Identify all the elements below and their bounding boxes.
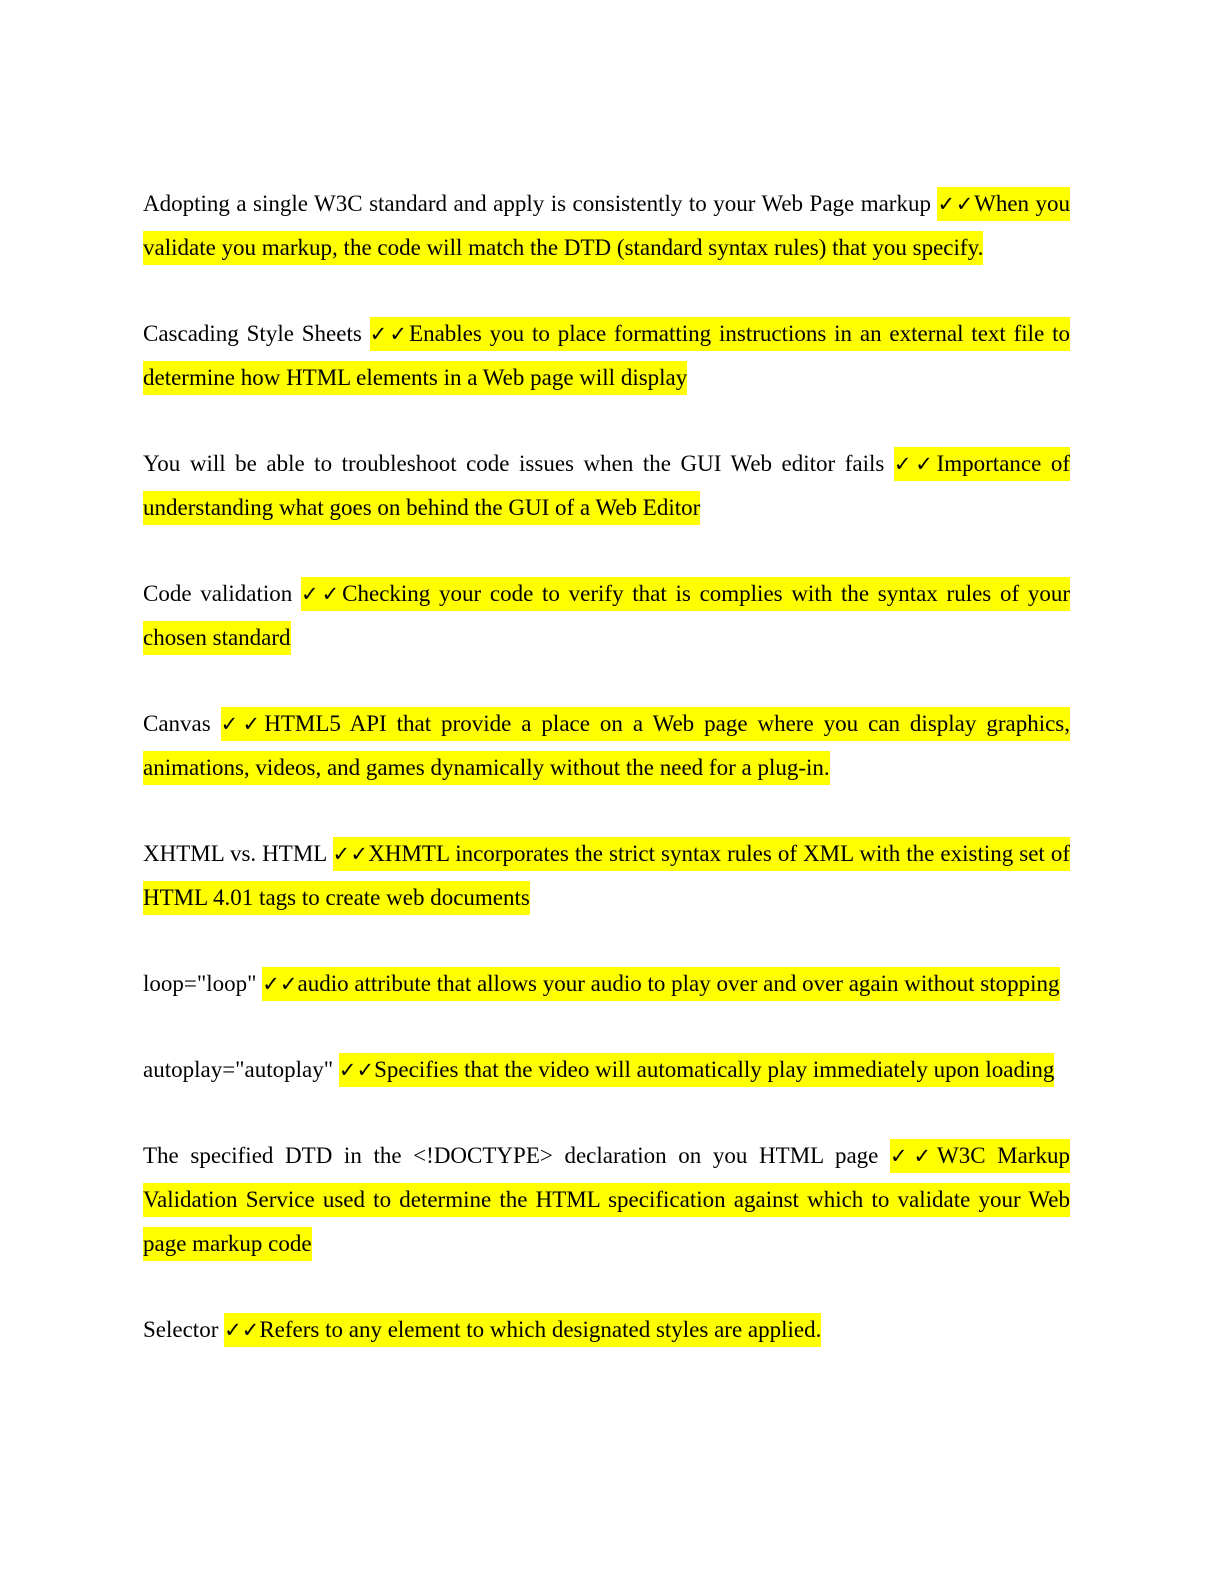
entry-definition: HTML5 API that provide a place on a Web page where you can display graphics, animations, videos, and games dynamically without the need for a plug-in.: [143, 711, 1070, 780]
entry-definition: W3C Markup Validation Service used to determine the HTML specification against which to validate your Web page markup code: [143, 1143, 1070, 1256]
check-mark-icon: ✓✓: [890, 1144, 937, 1168]
flashcard-entry: [143, 312, 1070, 400]
flashcard-entry: [143, 702, 1070, 790]
entry-definition: Refers to any element to which designated styles are applied.: [259, 1317, 822, 1342]
check-mark-icon: ✓✓: [220, 712, 265, 736]
entry-term: loop="loop": [143, 971, 257, 996]
entry-definition: Specifies that the video will automatically play immediately upon loading: [374, 1057, 1055, 1082]
check-mark-icon: ✓✓: [338, 1058, 375, 1082]
check-mark-icon: ✓✓: [262, 972, 298, 996]
flashcard-entry: [143, 182, 1070, 270]
entry-term: You will be able to troubleshoot code issues when the GUI Web editor fails: [143, 451, 885, 476]
entry-term: Selector: [143, 1317, 219, 1342]
entry-definition: Importance of understanding what goes on behind the GUI of a Web Editor: [143, 451, 1070, 520]
flashcard-entry: [143, 442, 1070, 530]
flashcard-entry: [143, 572, 1070, 660]
entry-term: XHTML vs. HTML: [143, 841, 327, 866]
entry-term: Code validation: [143, 581, 293, 606]
entry-term: autoplay="autoplay": [143, 1057, 334, 1082]
entry-term: Adopting a single W3C standard and apply is consistently to your Web Page markup: [143, 191, 931, 216]
check-mark-icon: ✓✓: [369, 322, 410, 346]
entry-answer-highlight: [224, 1313, 821, 1347]
entry-definition: When you validate you markup, the code will match the DTD (standard syntax rules) that you specify.: [143, 191, 1071, 260]
check-mark-icon: ✓✓: [937, 192, 975, 216]
check-mark-icon: ✓✓: [893, 452, 937, 476]
entry-definition: audio attribute that allows your audio to play over and over again without stopping: [297, 971, 1060, 996]
entry-answer-highlight: [262, 967, 1059, 1001]
flashcard-entry: [143, 1134, 1070, 1266]
flashcard-entry: [143, 832, 1070, 920]
entry-definition: XHMTL incorporates the strict syntax rules of XML with the existing set of HTML 4.01 tags to create web documents: [143, 841, 1070, 910]
flashcard-entry: [143, 1048, 1070, 1092]
entry-definition: Checking your code to verify that is complies with the syntax rules of your chosen standard: [143, 581, 1071, 650]
flashcard-entry: [143, 962, 1070, 1006]
check-mark-icon: ✓✓: [224, 1318, 260, 1342]
document-page: [143, 182, 1070, 1352]
flashcard-entry: [143, 1308, 1070, 1352]
entry-term: The specified DTD in the <!DOCTYPE> declaration on you HTML page: [143, 1143, 879, 1168]
entry-definition: Enables you to place formatting instructions in an external text file to determine how HTML elements in a Web page will display: [143, 321, 1070, 390]
check-mark-icon: ✓✓: [301, 582, 343, 606]
entry-answer-highlight: [143, 707, 1070, 785]
entry-term: Canvas: [143, 711, 211, 736]
entry-term: Cascading Style Sheets: [143, 321, 362, 346]
check-mark-icon: ✓✓: [332, 842, 369, 866]
entry-answer-highlight: [339, 1053, 1054, 1087]
